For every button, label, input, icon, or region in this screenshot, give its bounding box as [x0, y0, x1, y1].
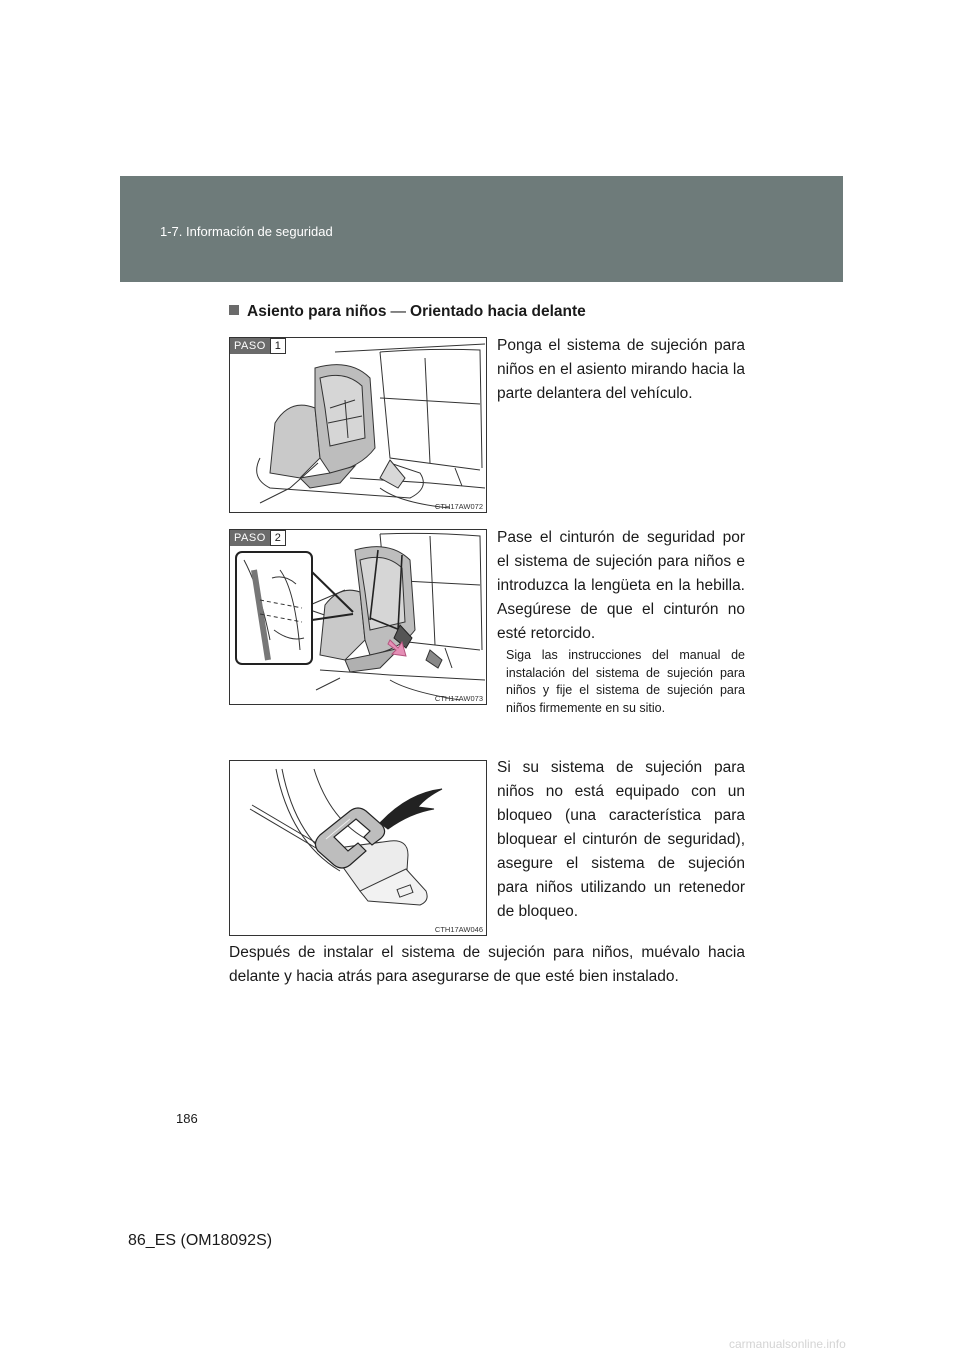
step-label: PASO: [230, 338, 270, 354]
belt-routing-illustration: [230, 530, 486, 704]
pointer-arrow-icon: [380, 789, 442, 829]
subsection-heading: [229, 303, 586, 321]
figure-locking-clip: [229, 760, 487, 936]
step-2-badge: [230, 530, 286, 546]
child-seat-rear-seat-illustration: [230, 338, 486, 512]
watermark: carmanualsonline.info: [729, 1337, 846, 1351]
locking-clip-illustration: [230, 761, 486, 935]
step-3-text: Si su sistema de sujeción para niños no está equipado con un bloqueo (una característica para bloquear el cinturón de seguridad), asegure el sistema de sujeción para niños utilizando un retenedor de bloqueo.: [497, 759, 745, 920]
footer-code: 86_ES (OM18092S): [128, 1232, 273, 1249]
figure-code: CTH17AW073: [434, 694, 483, 703]
step-number: 1: [270, 338, 286, 354]
step-2-text: Pase el cinturón de seguridad por el sistema de sujeción para niños e introduzca la lengüeta en la hebilla. Asegúrese de que el cinturón no esté retorcido.: [497, 529, 745, 642]
heading-dash: —: [390, 303, 407, 320]
section-title: 1-7. Información de seguridad: [160, 224, 333, 239]
square-bullet-icon: [229, 305, 239, 315]
page-number: 186: [176, 1111, 198, 1126]
step-label: PASO: [230, 530, 270, 546]
figure-code: CTH17AW072: [434, 502, 483, 511]
heading-title: Asiento para niños: [247, 303, 387, 320]
step-1-badge: [230, 338, 286, 354]
heading-subtitle: Orientado hacia delante: [410, 303, 586, 320]
figure-code: CTH17AW046: [434, 925, 483, 934]
closing-paragraph: Después de instalar el sistema de sujeción para niños, muévalo hacia delante y hacia atrás para asegurarse de que esté bien instalado.: [229, 944, 745, 985]
step-number: 2: [270, 530, 286, 546]
figure-step-2: [229, 529, 487, 705]
step-1-text: Ponga el sistema de sujeción para niños en el asiento mirando hacia la parte delantera del vehículo.: [497, 337, 745, 402]
figure-step-1: [229, 337, 487, 513]
header-band: [120, 176, 843, 282]
step-2-note: Siga las instrucciones del manual de instalación del sistema de sujeción para niños y fije el sistema de sujeción para niños firmemente en su sitio.: [506, 648, 745, 715]
